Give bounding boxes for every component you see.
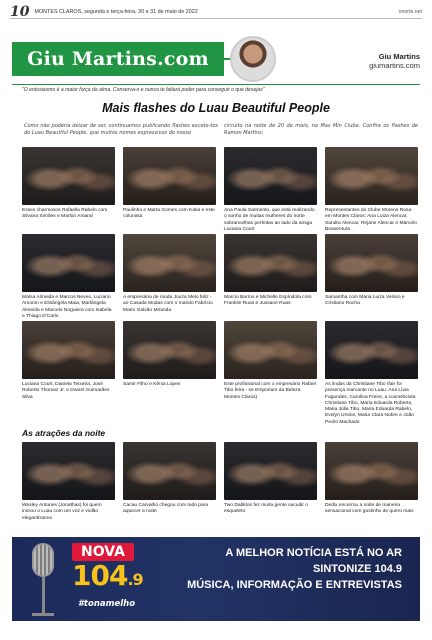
- photo-card: [224, 442, 317, 522]
- photo-card: [22, 234, 115, 320]
- photo-card: [123, 234, 216, 320]
- column-masthead: [12, 42, 224, 76]
- frequency-decimal: .9: [127, 570, 143, 589]
- event-photo: [224, 321, 317, 379]
- photo-card: [22, 147, 115, 233]
- columnist-byline: [369, 52, 420, 70]
- photo-caption: Este profissional com o empresário Rafael Tibo feira - se Emporium da Beleza Montes Claros): [224, 382, 316, 400]
- photo-card: [325, 234, 418, 320]
- microphone-base: [32, 613, 54, 616]
- article-lede-right: circuito na noite de 20 de maio, no Mas Min Clube. Confira os flashes de Ramon Martins:: [224, 123, 418, 136]
- column-title: Giu Martins.com: [27, 48, 209, 70]
- event-photo: [325, 442, 418, 500]
- ad-slogan: [187, 545, 402, 593]
- photo-caption: Samantha com Maria Luiza Veloso e Cristiano Rocha: [325, 295, 405, 307]
- divider: [12, 84, 420, 85]
- photo-caption: Paulinho e Marta Gomes com Katia e este colunista: [123, 208, 215, 220]
- photo-caption: Marcio Barros e Michelle Espíndola com Franklin Ruas e Jussane Ruas: [224, 295, 312, 307]
- photo-card: [224, 147, 317, 233]
- columnist-name: Giu Martins: [378, 52, 420, 61]
- column-quote: "O entusiasmo é a maior força da alma. Conserva-o e nunca te faltará poder para conseguir o que desejas": [22, 87, 265, 93]
- event-photo: [224, 234, 317, 292]
- photo-caption: Representantes do Clube Moreno Rosa em Montes Claros: Ana Luiza Alencar, Sandra Alencar, Rejane Alencar e Marcelo Boaventura: [325, 208, 417, 232]
- event-photo: [123, 147, 216, 205]
- radio-advertisement: [12, 537, 420, 621]
- event-photo: [22, 234, 115, 292]
- paper-date: MONTES CLAROS, segunda e terça-feira, 30 e 31 de maio de 2022: [34, 8, 198, 15]
- photo-card: [123, 147, 216, 233]
- event-photo: [22, 147, 115, 205]
- ad-line-2: SINTONIZE 104.9: [312, 563, 402, 575]
- photo-caption: As lindas da Christiane Tibo Ifair foi presença marcante no Luau. Ana Lívia Fagundes, Carolina Freire, a cosméticista Christiane Tibo, Maria Eduarda Roberto, Maria Júlia Tibo, Maria Eduarda Rabelo, Evelyn Ursine, Maria Clara Nobre e João Pedro Machado: [325, 382, 416, 425]
- photo-card: [325, 321, 418, 426]
- attractions-row: [22, 442, 418, 522]
- event-photo: [22, 321, 115, 379]
- radio-brand: NOVA: [72, 543, 134, 561]
- event-photo: [325, 234, 418, 292]
- site-name: onorte.net: [398, 8, 422, 15]
- photo-row-1: [22, 147, 418, 233]
- event-photo: [224, 147, 317, 205]
- radio-logo: [72, 543, 176, 617]
- event-photo: [224, 442, 317, 500]
- photo-card: [22, 442, 115, 522]
- attractions-heading: As atrações da noite: [22, 428, 106, 438]
- event-photo: [123, 234, 216, 292]
- radio-frequency: [72, 559, 143, 592]
- photo-caption: Cacau Carvalho chegou com tudo para aquecer a noite: [123, 503, 209, 515]
- ad-line-1: A MELHOR NOTÍCIA ESTÁ NO AR: [225, 547, 402, 559]
- top-bar: [10, 5, 422, 19]
- microphone-stand: [42, 577, 45, 615]
- photo-card: [224, 234, 317, 320]
- article-headline: Mais flashes do Luau Beautiful People: [102, 101, 330, 115]
- photo-caption: Dedix encerrou a noite de maneira sensacional com gostinho de quero mais: [325, 503, 414, 515]
- columnist-handle: giumartins.com: [369, 61, 420, 70]
- photo-card: [22, 321, 115, 426]
- photo-caption: Luciana Court, Daniela Teixeira, José Roberto Thomaz Jr. e Daniel Guimarães Silva: [22, 382, 110, 400]
- photo-caption: Two Dablitos fez muita gente sacudir o esqueleto: [224, 503, 308, 515]
- columnist-portrait: [230, 36, 276, 82]
- photo-card: [325, 442, 418, 522]
- photo-caption: A empresária de moda Jouza Melo feliz - ao Casada Modas com o marido Fabrício Mario Galvão Miranda: [123, 295, 213, 313]
- event-photo: [22, 442, 115, 500]
- photo-card: [325, 147, 418, 233]
- photo-caption: Esses charmosos Rafaella Rabelo com Silvana Simões e Marlon Amaral: [22, 208, 108, 220]
- event-photo: [325, 147, 418, 205]
- event-photo: [123, 442, 216, 500]
- event-photo: [123, 321, 216, 379]
- photo-caption: Maísa Almeida e Marcos Neves, Luciano Amorim e Elisângela Maia, Marlângela Almeida e Marcelo Nogueira com Isabela e Thiago D'Carlo: [22, 295, 112, 319]
- photo-row-2: [22, 234, 418, 320]
- frequency-main: 104: [72, 559, 128, 592]
- microphone-icon: [32, 543, 54, 577]
- page-number: 10: [10, 3, 30, 20]
- photo-caption: Samir Filho e Kênia Lopes: [123, 382, 181, 387]
- radio-hashtag: #tonamelho: [78, 599, 136, 609]
- photo-caption: Ana Paula Sarmento, que está realizando o sonho de muitas mulheres do norte sobrancelhas perfeitas ao lado da amiga Luciana Court: [224, 208, 315, 232]
- ad-line-3: MÚSICA, INFORMAÇÃO E ENTREVISTAS: [187, 579, 402, 591]
- photo-card: [123, 442, 216, 522]
- photo-caption: Wesley Antunes (Jonathas) foi quem iniciou o Luau com um voz e violão elegantíssimo: [22, 503, 102, 521]
- photo-card: [224, 321, 317, 426]
- photo-card: [123, 321, 216, 426]
- event-photo: [325, 321, 418, 379]
- photo-row-3: [22, 321, 418, 426]
- article-lede-left: Como não poderia deixar de ser, continuamos publicando flashes exceto-tos do Luau Beautiful People, que muitos nomes expressivos do nosso: [24, 123, 218, 136]
